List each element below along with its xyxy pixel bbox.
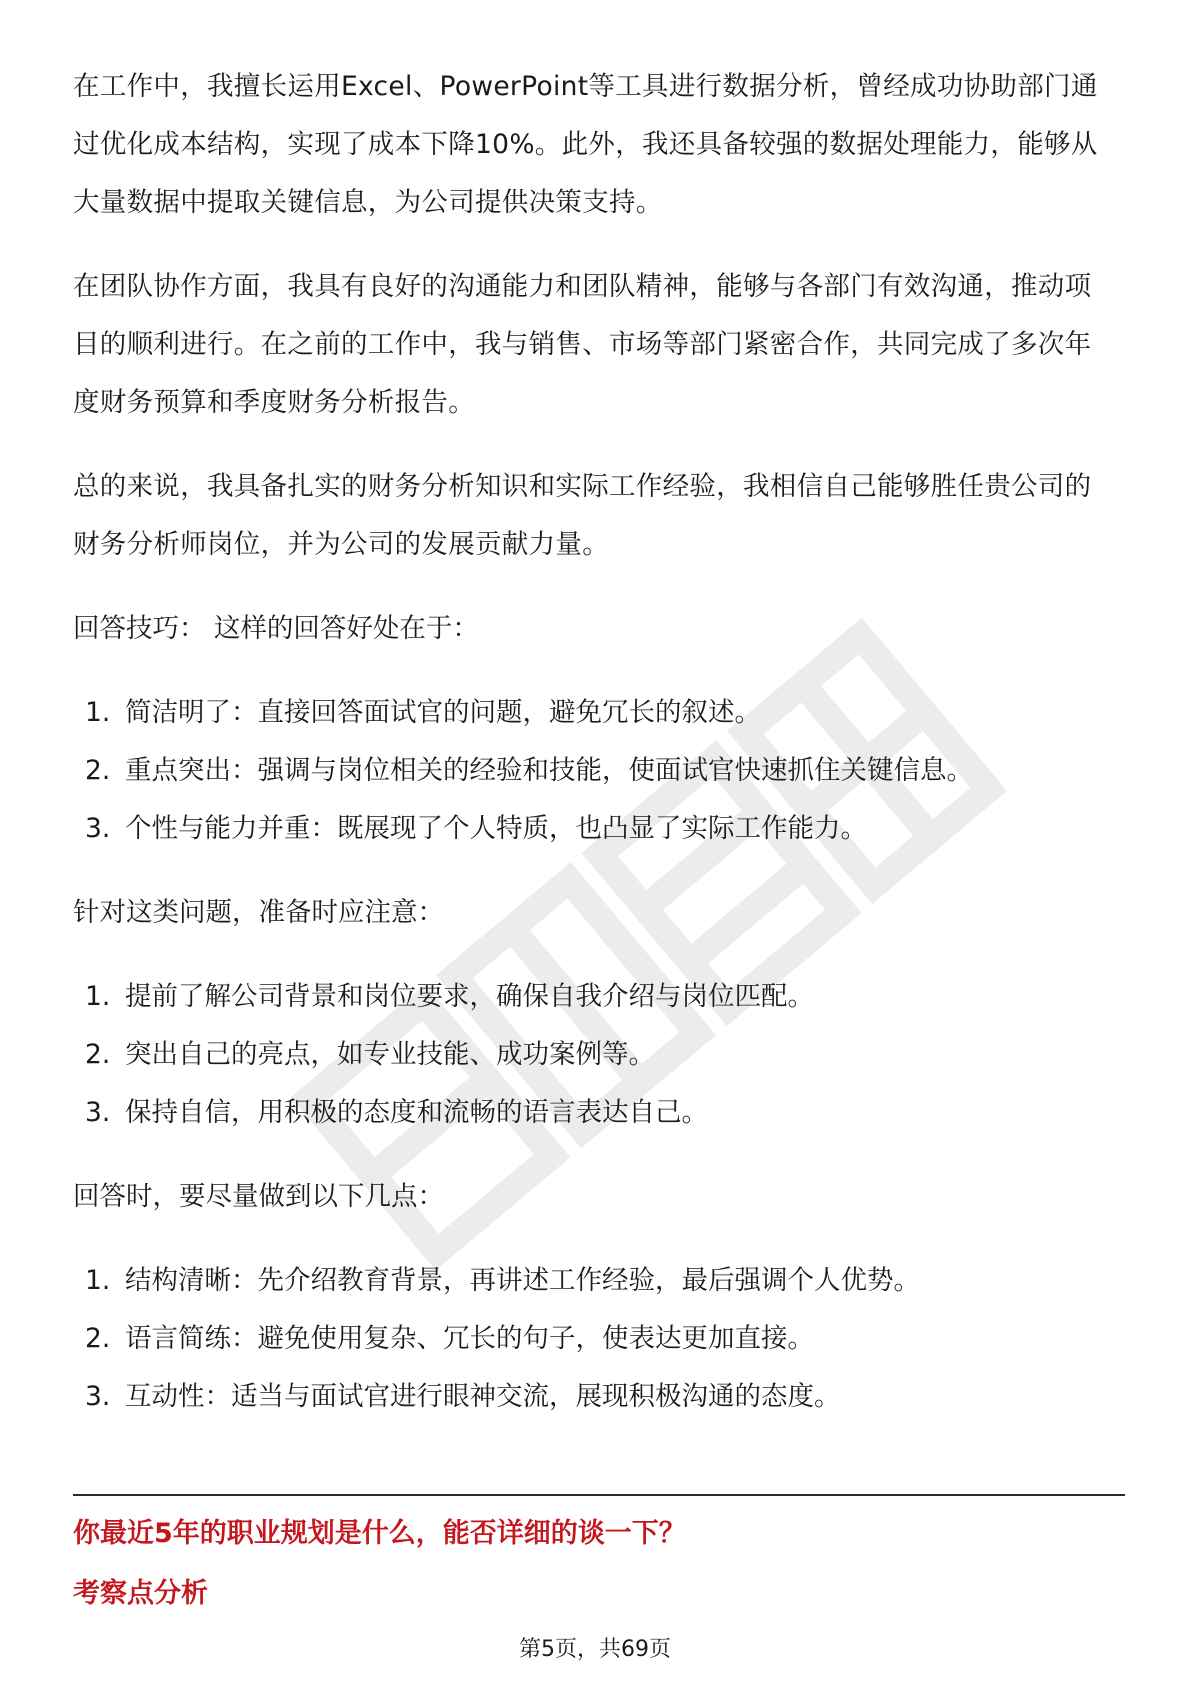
list-number: 1.: [85, 1265, 111, 1296]
paragraph-work-skills: 在工作中，我擅长运用Excel、PowerPoint等工具进行数据分析，曾经成功协助部门通过优化成本结构，实现了成本下降10%。此外，我还具备较强的数据处理能力，能够从大量数据中提取关键信息，为公司提供决策支持。: [73, 71, 1098, 218]
main-content: [73, 58, 1118, 1452]
list-text: 个性与能力并重：既展现了个人特质，也凸显了实际工作能力。: [125, 813, 867, 844]
list-text: 互动性：适当与面试官进行眼神交流，展现积极沟通的态度。: [125, 1381, 841, 1412]
list-number: 3.: [85, 1097, 111, 1128]
list-number: 2.: [85, 1323, 111, 1354]
list-text: 结构清晰：先介绍教育背景，再讲述工作经验，最后强调个人优势。: [125, 1265, 920, 1296]
paragraph-summary: 总的来说，我具备扎实的财务分析知识和实际工作经验，我相信自己能够胜任贵公司的财务分析师岗位，并为公司的发展贡献力量。: [73, 471, 1092, 560]
list-item: [73, 1084, 1118, 1142]
list-text: 简洁明了：直接回答面试官的问题，避免冗长的叙述。: [125, 697, 761, 728]
interview-question: 你最近5年的职业规划是什么，能否详细的谈一下？: [73, 1518, 686, 1549]
page-footer: 第5页，共69页: [519, 1637, 671, 1662]
list-item: [73, 684, 1118, 742]
list-item: [73, 742, 1118, 800]
list-number: 3.: [85, 1381, 111, 1412]
tips-list: [73, 684, 1118, 858]
list-item: [73, 1026, 1118, 1084]
list-text: 语言简练：避免使用复杂、冗长的句子，使表达更加直接。: [125, 1323, 814, 1354]
section-divider: [73, 1494, 1125, 1496]
list-number: 2.: [85, 1039, 111, 1070]
list-text: 突出自己的亮点，如专业技能、成功案例等。: [125, 1039, 655, 1070]
list-text: 重点突出：强调与岗位相关的经验和技能，使面试官快速抓住关键信息。: [125, 755, 973, 786]
paragraph-teamwork: 在团队协作方面，我具有良好的沟通能力和团队精神，能够与各部门有效沟通，推动项目的顺利进行。在之前的工作中，我与销售、市场等部门紧密合作，共同完成了多次年度财务预算和季度财务分析报告。: [73, 271, 1092, 418]
analysis-title: 考察点分析: [73, 1578, 208, 1609]
tips-heading: 回答技巧： 这样的回答好处在于：: [73, 613, 479, 644]
prep-list: [73, 968, 1118, 1142]
answer-heading: 回答时，要尽量做到以下几点：: [73, 1181, 444, 1212]
list-number: 1.: [85, 697, 111, 728]
list-item: [73, 1368, 1118, 1426]
list-item: [73, 800, 1118, 858]
answer-points-list: [73, 1252, 1118, 1426]
list-item: [73, 1310, 1118, 1368]
list-text: 提前了解公司背景和岗位要求，确保自我介绍与岗位匹配。: [125, 981, 814, 1012]
list-number: 3.: [85, 813, 111, 844]
list-number: 2.: [85, 755, 111, 786]
list-text: 保持自信，用积极的态度和流畅的语言表达自己。: [125, 1097, 708, 1128]
list-item: [73, 1252, 1118, 1310]
prep-heading: 针对这类问题，准备时应注意：: [73, 897, 444, 928]
list-number: 1.: [85, 981, 111, 1012]
list-item: [73, 968, 1118, 1026]
